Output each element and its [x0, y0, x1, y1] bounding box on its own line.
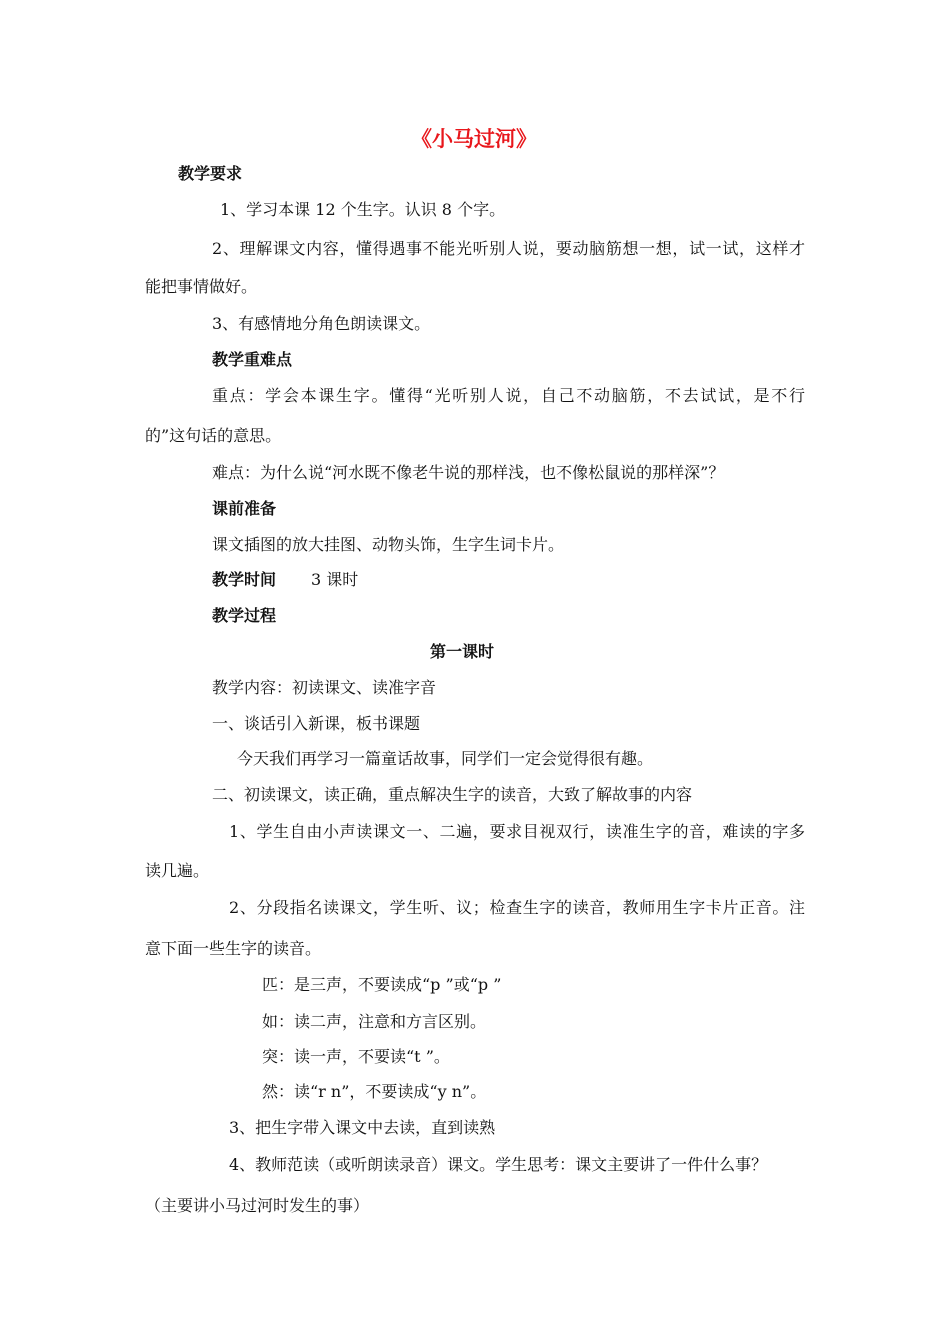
step-2-line-2: 意下面一些生字的读音。 [145, 939, 322, 958]
preparation-heading: 课前准备 [212, 499, 277, 518]
key-point-line-1: 重点：学会本课生字。懂得“光听别人说，自己不动脑筋，不去试试，是不行 [212, 386, 805, 405]
pronunciation-note: 如：读二声，注意和方言区别。 [262, 1012, 487, 1031]
step-1-line-1: 1、学生自由小声读课文一、二遍，要求目视双行，读准生字的音，难读的字多 [229, 822, 805, 841]
part-1-text: 今天我们再学习一篇童话故事，同学们一定会觉得很有趣。 [237, 749, 654, 768]
pronunciation-note: 匹：是三声，不要读成“p ”或“p ” [262, 975, 502, 994]
process-heading: 教学过程 [212, 606, 277, 625]
step-2-line-1: 2、分段指名读课文，学生听、议；检查生字的读音，教师用生字卡片正音。注 [229, 898, 805, 917]
step-1-line-2: 读几遍。 [145, 861, 210, 880]
step-4: 4、教师范读（或听朗读录音）课文。学生思考：课文主要讲了一件什么事？ [229, 1155, 768, 1174]
requirement-item-1: 1、学习本课 12 个生字。认识 8 个字。 [220, 200, 506, 219]
requirement-item-2-line-2: 能把事情做好。 [145, 277, 258, 296]
lesson-content: 教学内容：初读课文、读准字音 [212, 678, 437, 697]
step-3: 3、把生字带入课文中去读，直到读熟 [229, 1118, 496, 1137]
part-2-heading: 二、初读课文，读正确，重点解决生字的读音，大致了解故事的内容 [212, 785, 693, 804]
requirements-heading: 教学要求 [178, 164, 243, 183]
preparation-text: 课文插图的放大挂图、动物头饰，生字生词卡片。 [212, 535, 565, 554]
part-1-heading: 一、谈话引入新课，板书课题 [212, 714, 421, 733]
difficulty-line: 难点：为什么说“河水既不像老牛说的那样浅，也不像松鼠说的那样深”？ [212, 463, 725, 482]
key-points-heading: 教学重难点 [212, 350, 293, 369]
step-4-answer: （主要讲小马过河时发生的事） [145, 1196, 370, 1215]
document-title: 《小马过河》 [411, 127, 537, 151]
requirement-item-2-line-1: 2、理解课文内容，懂得遇事不能光听别人说，要动脑筋想一想，试一试，这样才 [212, 239, 805, 258]
pronunciation-note: 突：读一声，不要读“t ”。 [262, 1047, 450, 1066]
lesson-title: 第一课时 [430, 642, 495, 661]
requirement-item-3: 3、有感情地分角色朗读课文。 [212, 314, 431, 333]
time-heading: 教学时间 [212, 570, 277, 589]
pronunciation-note: 然：读“r n”，不要读成“y n”。 [262, 1082, 487, 1101]
key-point-line-2: 的”这句话的意思。 [145, 426, 282, 445]
time-value: 3 课时 [311, 570, 359, 589]
